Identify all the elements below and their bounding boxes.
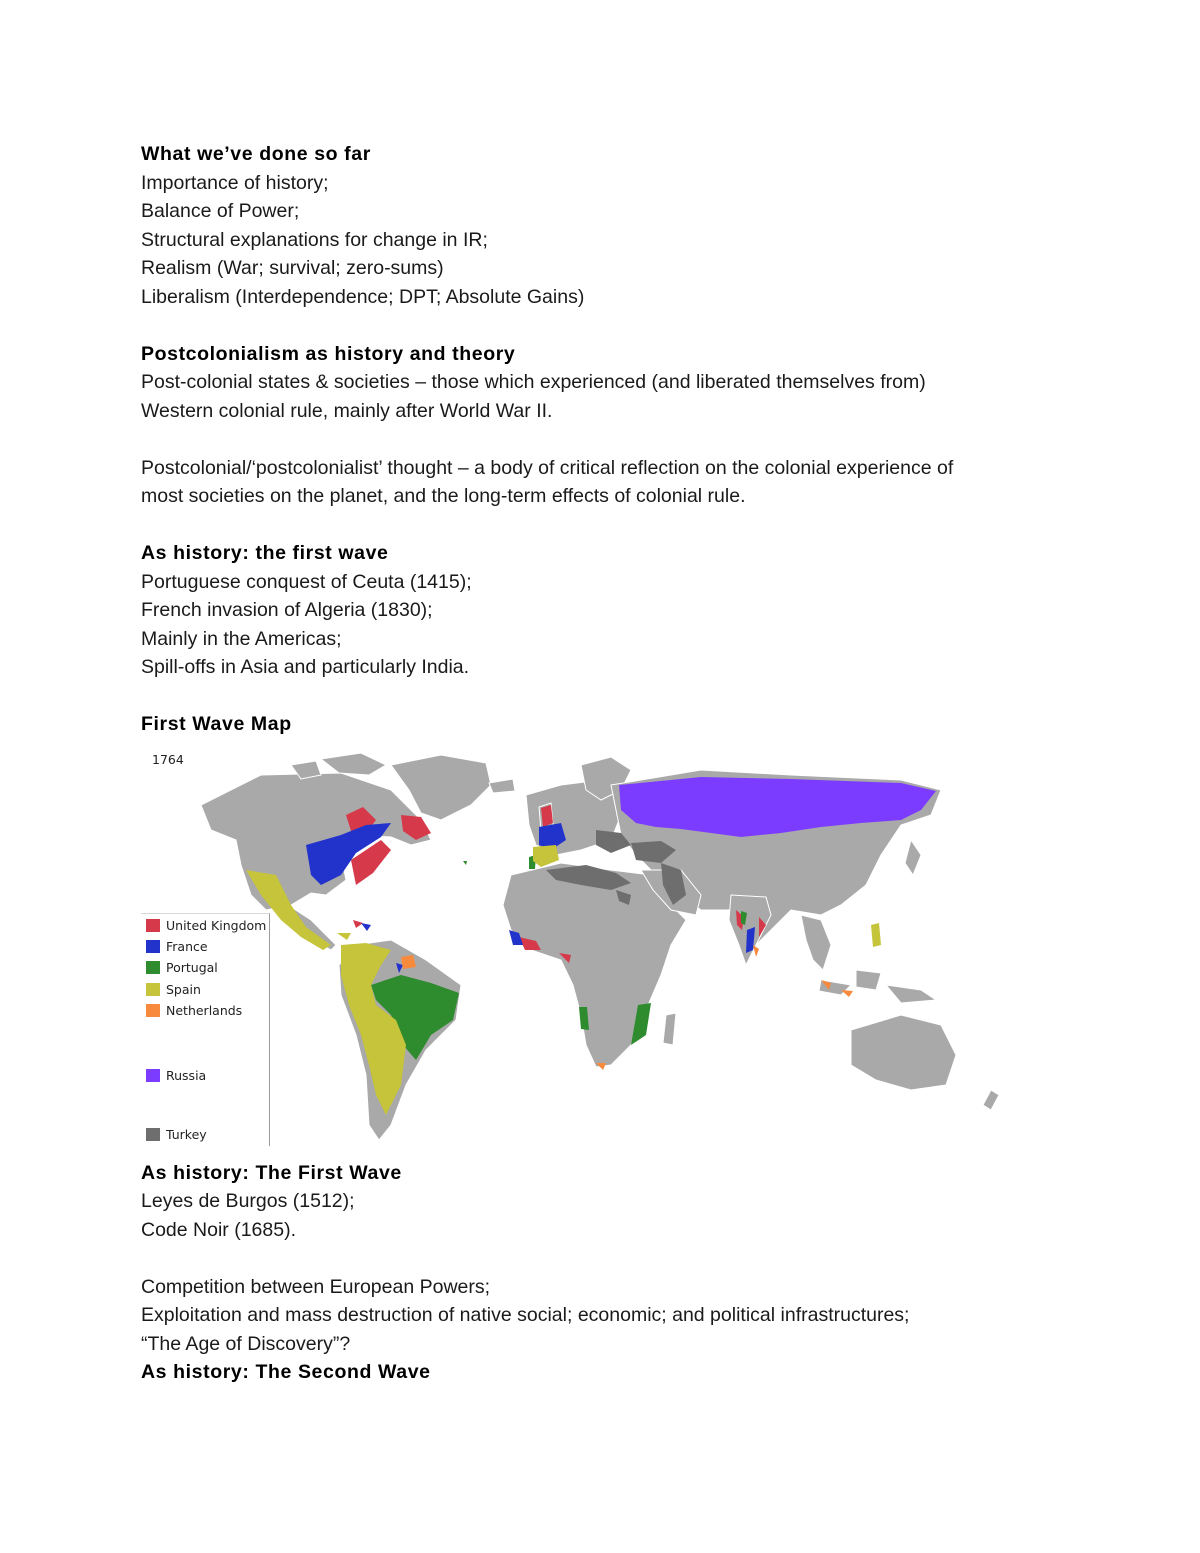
legend-swatch	[146, 961, 160, 974]
paragraph-line: Western colonial rule, mainly after World War II.	[141, 399, 553, 422]
legend-label: Turkey	[166, 1127, 207, 1142]
section-heading-second-wave: As history: The Second Wave	[141, 1361, 431, 1383]
section-heading-first-wave: As history: the first wave	[141, 542, 389, 564]
list-item: Code Noir (1685).	[141, 1218, 296, 1241]
legend-swatch	[146, 983, 160, 996]
list-item: Mainly in the Americas;	[141, 627, 342, 650]
list-item: Liberalism (Interdependence; DPT; Absolute Gains)	[141, 285, 585, 308]
legend-swatch	[146, 940, 160, 953]
legend-swatch	[146, 1128, 160, 1141]
legend-swatch	[146, 1069, 160, 1082]
legend-label: Netherlands	[166, 1003, 243, 1018]
legend-item-portugal	[146, 959, 218, 977]
list-item: Structural explanations for change in IR;	[141, 228, 488, 251]
section-heading-first-wave-2: As history: The First Wave	[141, 1161, 402, 1184]
legend-item-russia	[146, 1067, 206, 1085]
legend-item-united-kingdom	[146, 917, 266, 935]
list-item: Competition between European Powers;	[141, 1275, 491, 1298]
map-year-label: 1764	[152, 751, 184, 767]
list-item: Realism (War; survival; zero-sums)	[141, 257, 444, 279]
list-item: Leyes de Burgos (1512);	[141, 1190, 355, 1212]
world-map-graphic	[141, 745, 1055, 1153]
legend-swatch	[146, 919, 160, 932]
section-heading-postcolonialism: Postcolonialism as history and theory	[141, 342, 516, 365]
map-heading: First Wave Map	[141, 713, 292, 735]
first-wave-world-map	[141, 745, 1055, 1153]
paragraph-line: Postcolonial/‘postcolonialist’ thought – a body of critical reflection on the colonial experience of	[141, 456, 954, 479]
legend-item-netherlands	[146, 1002, 242, 1020]
list-item: Exploitation and mass destruction of native social; economic; and political infrastructures;	[141, 1304, 910, 1326]
legend-item-turkey	[146, 1126, 207, 1144]
section-heading-done-so-far: What we’ve done so far	[141, 143, 371, 165]
paragraph-line: most societies on the planet, and the long-term effects of colonial rule.	[141, 485, 746, 507]
legend-label: United Kingdom	[166, 918, 267, 933]
map-legend	[141, 913, 270, 1146]
list-item: Importance of history;	[141, 171, 329, 194]
list-item: “The Age of Discovery”?	[141, 1332, 351, 1355]
legend-label: Russia	[166, 1068, 207, 1083]
list-item: French invasion of Algeria (1830);	[141, 599, 433, 621]
list-item: Portuguese conquest of Ceuta (1415);	[141, 570, 472, 593]
legend-item-spain	[146, 981, 201, 999]
list-item: Balance of Power;	[141, 200, 300, 222]
legend-label: France	[166, 939, 208, 954]
document-page	[141, 140, 1061, 1387]
list-item: Spill-offs in Asia and particularly India.	[141, 656, 470, 678]
legend-label: Spain	[166, 982, 201, 997]
paragraph-line: Post-colonial states & societies – those which experienced (and liberated themselves from)	[141, 371, 926, 393]
legend-item-france	[146, 938, 208, 956]
legend-swatch	[146, 1004, 160, 1017]
legend-label: Portugal	[166, 960, 218, 975]
